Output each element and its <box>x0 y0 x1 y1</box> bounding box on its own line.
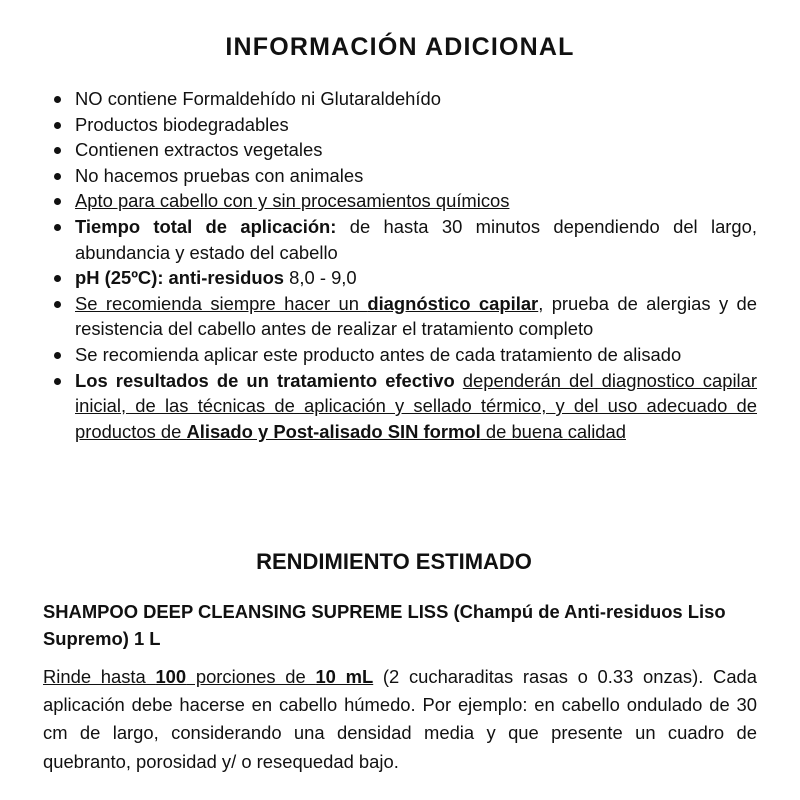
item-text: Contienen extractos vegetales <box>75 139 323 161</box>
item-bold: Tiempo total de aplicación: <box>75 215 337 237</box>
item-underlined: dependerán del diagnostico capilar inicial, de las técnicas de aplicación y sellado térmico, y del uso adecuado de productos de <box>75 369 757 442</box>
item-bold-underlined: diagnóstico capilar <box>367 292 539 314</box>
item-underlined: de buena <box>480 420 568 442</box>
item-underlined: Se recomienda siempre hacer un <box>75 292 368 314</box>
list-item <box>52 86 757 112</box>
item-bold: Los resultados de un tratamiento efectivo <box>75 369 455 391</box>
list-item <box>52 163 757 189</box>
list-item <box>52 137 757 163</box>
yield-description <box>43 663 757 776</box>
item-text: Productos biodegradables <box>75 113 289 135</box>
list-item <box>52 188 757 214</box>
item-bold-underlined: Alisado y Post-alisado SIN formol <box>186 420 481 442</box>
item-text: de hasta 30 minutos dependiendo del largo, abundancia y estado del cabello <box>75 215 757 263</box>
list-item <box>52 342 757 368</box>
list-item <box>52 112 757 138</box>
list-item <box>52 291 757 342</box>
info-title: INFORMACIÓN ADICIONAL <box>225 33 575 61</box>
item-text: 8,0 - 9,0 <box>284 267 357 289</box>
info-list <box>52 86 757 444</box>
list-item <box>52 265 757 291</box>
item-text: NO contiene Formaldehído ni Glutaraldehído <box>75 88 441 109</box>
desc-underlined: Rinde hasta <box>43 666 156 687</box>
item-text: No hacemos pruebas con animales <box>75 164 364 186</box>
item-bold: pH (25ºC): anti-residuos <box>75 267 285 289</box>
desc-underlined: porciones de <box>186 666 316 687</box>
desc-bold-underlined: 100 <box>155 666 187 687</box>
item-underlined: calidad <box>567 420 626 442</box>
item-text: Apto para cabello con y sin procesamientos químicos <box>75 190 510 212</box>
desc-text: (2 cucharaditas rasas o 0.33 onzas). Cada aplicación debe hacerse en cabello húmedo. Por ejemplo: en cabello ondulado de 30 cm de largo, considerando una densidad media y que presente un cuadro de quebranto, porosidad y/ o resequedad bajo. <box>43 666 758 772</box>
item-text: , prueba de alergias y de resistencia del cabello antes de realizar el tratamiento completo <box>75 292 757 340</box>
yield-title: RENDIMIENTO ESTIMADO <box>256 549 532 574</box>
item-text: Se recomienda aplicar este producto antes de cada tratamiento de alisado <box>75 343 682 365</box>
list-item <box>52 214 757 265</box>
list-item <box>52 368 757 445</box>
product-name: SHAMPOO DEEP CLEANSING SUPREME LISS (Champú de Anti-residuos Liso Supremo) 1 L <box>43 601 726 649</box>
desc-bold-underlined: 10 mL <box>315 666 374 687</box>
